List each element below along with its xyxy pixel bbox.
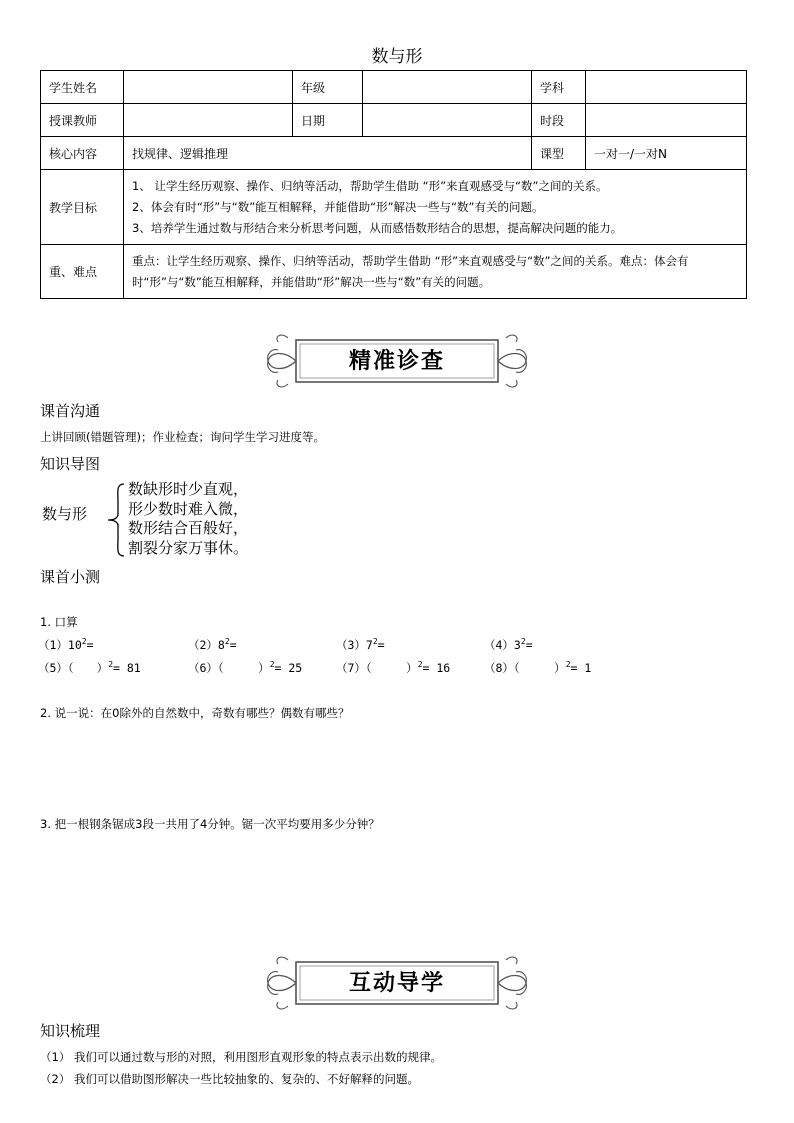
grade-label: 年级 [293, 71, 363, 104]
calc-item: $(2)8^2=$ [188, 637, 237, 652]
question-2: 2. 说一说：在0除外的自然数中，奇数有哪些？偶数有哪些？ [40, 706, 350, 720]
q1-title: 1. 口算 [40, 615, 78, 629]
lesson-type-label: 课型 [532, 137, 586, 170]
period-value [586, 104, 747, 137]
lesson-info-table [40, 70, 747, 299]
calc-item: （5）（ ）$^2$= 81 [38, 660, 141, 675]
date-value [363, 104, 532, 137]
teacher-label: 授课教师 [41, 104, 124, 137]
goals-label: 教学目标 [41, 170, 124, 245]
calc-item: $(1)10^2=$ [38, 637, 94, 652]
goals-cell [124, 170, 747, 245]
brace-icon [104, 482, 128, 558]
key-points-label: 重、难点 [41, 245, 124, 299]
calc-item: $(4)3^2=$ [484, 637, 533, 652]
banner-diagnosis [262, 330, 532, 392]
heading-knowledge-review: 知识梳理 [40, 1022, 101, 1040]
banner-title: 互动导学 [348, 970, 445, 996]
date-label: 日期 [293, 104, 363, 137]
goal-item: 1、 让学生经历观察、操作、归纳等活动，帮助学生借助 “形”来直观感受与“数”之间的关系。 [132, 178, 608, 193]
heading-knowledge-map: 知识导图 [40, 455, 101, 473]
goal-item: 2、体会有时“形”与“数”能互相解释，并能借助“形”解决一些与“数”有关的问题。 [132, 199, 544, 214]
map-line: 数缺形时少直观， [128, 480, 249, 498]
opening-talk-text: 上讲回顾(错题管理)；作业检查；询问学生学习进度等。 [40, 430, 325, 444]
period-label: 时段 [532, 104, 586, 137]
heading-quiz: 课首小测 [40, 568, 101, 586]
heading-opening-talk: 课首沟通 [40, 402, 101, 420]
page-title: 数与形 [371, 47, 423, 67]
lesson-type-value: 一对一/一对N [586, 137, 747, 170]
student-name-label: 学生姓名 [41, 71, 124, 104]
banner-title: 精准诊查 [348, 348, 445, 374]
map-line: 数形结合百般好， [128, 519, 249, 537]
map-line: 形少数时难入微， [128, 499, 249, 518]
calc-item: （6）（ ）$^2$= 25 [188, 660, 303, 675]
core-content-value: 找规律、逻辑推理 [124, 137, 532, 170]
question-3: 3. 把一根钢条锯成3段一共用了4分钟。锯一次平均要用多少分钟？ [40, 817, 380, 831]
grade-value [363, 71, 532, 104]
banner-interactive [262, 952, 532, 1014]
key-points-text: 重点：让学生经历观察、操作、归纳等活动，帮助学生借助 “形”来直观感受与“数”之间的关系。难点：体会有时“形”与“数”能互相解释，并能借助“形”解决一些与“数”有关的问题。 [132, 253, 689, 289]
student-name-value [124, 71, 293, 104]
map-poem [128, 480, 248, 558]
calc-item: （7）（ ）$^2$= 16 [336, 660, 451, 675]
map-line: 割裂分家万事休。 [128, 538, 249, 557]
subject-label: 学科 [532, 71, 586, 104]
core-content-label: 核心内容 [41, 137, 124, 170]
key-points-cell [124, 245, 747, 299]
review-item: （2） 我们可以借助图形解决一些比较抽象的、复杂的、不好解释的问题。 [40, 1072, 419, 1086]
calc-item: （8）（ ）$^2$= 1 [484, 660, 592, 675]
goal-item: 3、培养学生通过数与形结合来分析思考问题，从而感悟数形结合的思想，提高解决问题的能力。 [132, 220, 623, 235]
map-root-label: 数与形 [42, 505, 88, 523]
calc-item: $(3)7^2=$ [336, 637, 385, 652]
review-item: （1） 我们可以通过数与形的对照，利用图形直观形象的特点表示出数的规律。 [40, 1050, 442, 1064]
teacher-value [124, 104, 293, 137]
subject-value [586, 71, 747, 104]
